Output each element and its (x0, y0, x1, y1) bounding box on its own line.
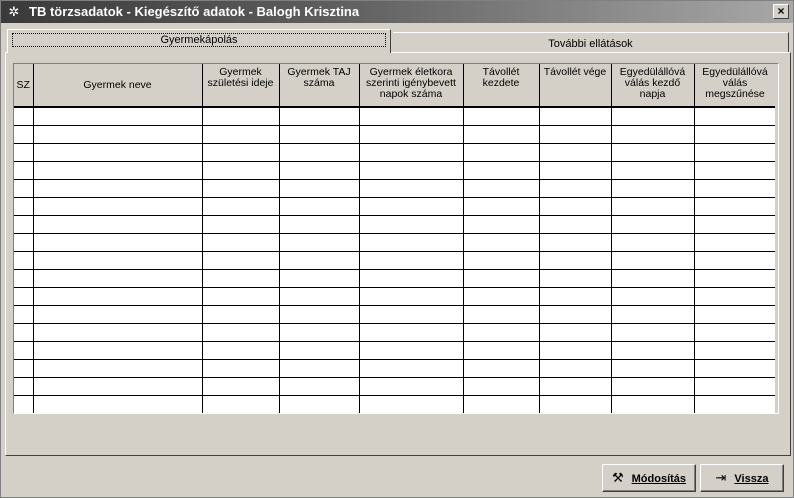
grid-cell[interactable] (279, 161, 359, 179)
grid-cell[interactable] (694, 215, 776, 233)
app-icon: ✲ (8, 4, 20, 19)
grid-cell[interactable] (279, 251, 359, 269)
col-header-tavollet-kezdete[interactable]: Távollét kezdete (463, 64, 539, 107)
grid-cell[interactable] (33, 197, 202, 215)
grid-cell[interactable] (694, 395, 776, 413)
table-row[interactable] (14, 161, 776, 179)
button-bar (5, 457, 791, 495)
title-bar[interactable] (1, 1, 793, 23)
grid-cell[interactable] (14, 323, 33, 341)
wrench-icon: ⚒ (611, 470, 624, 485)
grid-cell[interactable] (463, 215, 539, 233)
grid-cell[interactable] (14, 341, 33, 359)
grid-cell[interactable] (359, 287, 463, 305)
exit-door-icon: ⇥ (715, 470, 727, 485)
grid-cell[interactable] (463, 377, 539, 395)
grid-cell[interactable] (611, 251, 694, 269)
grid-cell[interactable] (463, 143, 539, 161)
grid-cell[interactable] (539, 215, 611, 233)
table-row[interactable] (14, 341, 776, 359)
grid-cell[interactable] (611, 305, 694, 323)
grid-cell[interactable] (33, 107, 202, 125)
grid-cell[interactable] (33, 359, 202, 377)
grid-cell[interactable] (463, 287, 539, 305)
grid-cell[interactable] (14, 197, 33, 215)
grid-cell[interactable] (202, 287, 279, 305)
grid-cell[interactable] (359, 107, 463, 125)
grid-cell[interactable] (463, 305, 539, 323)
grid-cell[interactable] (279, 377, 359, 395)
grid-cell[interactable] (539, 395, 611, 413)
grid-cell[interactable] (14, 179, 33, 197)
col-header-gyermek-neve[interactable]: Gyermek neve (33, 64, 202, 107)
grid-cell[interactable] (539, 359, 611, 377)
grid-cell[interactable] (33, 233, 202, 251)
grid-cell[interactable] (14, 305, 33, 323)
grid-cell[interactable] (463, 197, 539, 215)
grid-cell[interactable] (611, 125, 694, 143)
grid-cell[interactable] (14, 215, 33, 233)
grid-cell[interactable] (202, 107, 279, 125)
grid-cell[interactable] (279, 269, 359, 287)
grid-cell[interactable] (694, 269, 776, 287)
grid-cell[interactable] (611, 341, 694, 359)
grid-cell[interactable] (14, 107, 33, 125)
grid-cell[interactable] (359, 197, 463, 215)
grid-cell[interactable] (279, 233, 359, 251)
grid-cell[interactable] (279, 107, 359, 125)
grid-cell[interactable] (611, 143, 694, 161)
grid-cell[interactable] (202, 251, 279, 269)
grid-cell[interactable] (539, 341, 611, 359)
grid-cell[interactable] (611, 215, 694, 233)
grid-cell[interactable] (359, 161, 463, 179)
grid-cell[interactable] (202, 197, 279, 215)
table-row[interactable] (14, 287, 776, 305)
table-row[interactable] (14, 233, 776, 251)
grid-cell[interactable] (694, 377, 776, 395)
grid-cell[interactable] (694, 179, 776, 197)
grid-cell[interactable] (359, 215, 463, 233)
grid-cell[interactable] (202, 305, 279, 323)
grid-cell[interactable] (33, 179, 202, 197)
grid-cell[interactable] (33, 377, 202, 395)
grid-cell[interactable] (539, 269, 611, 287)
children-grid[interactable] (13, 63, 779, 414)
grid-cell[interactable] (14, 377, 33, 395)
grid-header-row (14, 64, 776, 107)
grid-cell[interactable] (202, 377, 279, 395)
grid-cell[interactable] (202, 161, 279, 179)
grid-cell[interactable] (539, 197, 611, 215)
grid-cell[interactable] (611, 377, 694, 395)
grid-cell[interactable] (539, 251, 611, 269)
grid-cell[interactable] (202, 395, 279, 413)
grid-cell[interactable] (694, 161, 776, 179)
grid-cell[interactable] (539, 323, 611, 341)
grid-cell[interactable] (279, 143, 359, 161)
grid-cell[interactable] (463, 179, 539, 197)
grid-cell[interactable] (14, 161, 33, 179)
grid-cell[interactable] (463, 107, 539, 125)
grid-cell[interactable] (463, 341, 539, 359)
modify-label: Módosítás (631, 473, 687, 485)
table-row[interactable] (14, 125, 776, 143)
grid-cell[interactable] (463, 125, 539, 143)
grid-cell[interactable] (463, 323, 539, 341)
grid-cell[interactable] (359, 269, 463, 287)
grid-cell[interactable] (611, 179, 694, 197)
grid-cell[interactable] (694, 359, 776, 377)
grid-cell[interactable] (202, 233, 279, 251)
grid-cell[interactable] (694, 323, 776, 341)
grid-cell[interactable] (14, 359, 33, 377)
grid-cell[interactable] (611, 161, 694, 179)
col-header-igenybevett-napok[interactable]: Gyermek életkora szerinti igénybevett napok száma (359, 64, 463, 107)
grid-cell[interactable] (611, 233, 694, 251)
grid-cell[interactable] (611, 287, 694, 305)
grid-cell[interactable] (33, 323, 202, 341)
grid-cell[interactable] (279, 287, 359, 305)
table-row[interactable] (14, 197, 776, 215)
grid-cell[interactable] (359, 251, 463, 269)
grid-cell[interactable] (202, 143, 279, 161)
grid-cell[interactable] (359, 233, 463, 251)
grid-cell[interactable] (539, 233, 611, 251)
grid-cell[interactable] (539, 107, 611, 125)
grid-cell[interactable] (33, 125, 202, 143)
window-title: TB törzsadatok - Kiegészítő adatok - Balogh Krisztina (29, 4, 360, 19)
grid-cell[interactable] (279, 197, 359, 215)
grid-cell[interactable] (279, 359, 359, 377)
grid-cell[interactable] (539, 287, 611, 305)
close-button[interactable]: × (773, 4, 789, 19)
grid-cell[interactable] (463, 161, 539, 179)
grid-cell[interactable] (463, 269, 539, 287)
grid-cell[interactable] (359, 179, 463, 197)
tab-tovabbi-ellatasok[interactable]: További ellátások (393, 32, 789, 52)
back-button[interactable] (700, 464, 784, 492)
table-row[interactable] (14, 377, 776, 395)
grid-cell[interactable] (279, 125, 359, 143)
col-header-tavollet-vege[interactable]: Távollét vége (539, 64, 611, 107)
col-header-szuletesi-ideje[interactable]: Gyermek születési ideje (202, 64, 279, 107)
tab-gyermekapolas[interactable] (7, 29, 391, 53)
grid-cell[interactable] (14, 251, 33, 269)
grid-cell[interactable] (694, 305, 776, 323)
grid-cell[interactable] (14, 233, 33, 251)
grid-cell[interactable] (33, 287, 202, 305)
grid-cell[interactable] (279, 215, 359, 233)
grid-cell[interactable] (694, 125, 776, 143)
table-row[interactable] (14, 323, 776, 341)
grid-cell[interactable] (359, 125, 463, 143)
col-header-egyedulallo-kezdo[interactable]: Egyedülállóvá válás kezdő napja (611, 64, 694, 107)
grid-cell[interactable] (694, 341, 776, 359)
grid-cell[interactable] (539, 125, 611, 143)
tab-strip (5, 29, 789, 53)
grid-cell[interactable] (694, 197, 776, 215)
grid-cell[interactable] (611, 269, 694, 287)
grid-cell[interactable] (279, 395, 359, 413)
grid-cell[interactable] (202, 125, 279, 143)
grid-cell[interactable] (611, 323, 694, 341)
grid-cell[interactable] (33, 395, 202, 413)
grid-cell[interactable] (202, 215, 279, 233)
grid-cell[interactable] (14, 143, 33, 161)
grid-cell[interactable] (539, 143, 611, 161)
col-header-egyedulallo-megszunes[interactable]: Egyedülállóvá válás megszűnése (694, 64, 776, 107)
grid-cell[interactable] (202, 359, 279, 377)
grid-cell[interactable] (359, 377, 463, 395)
grid-cell[interactable] (463, 251, 539, 269)
grid-cell[interactable] (463, 395, 539, 413)
grid-cell[interactable] (14, 269, 33, 287)
grid-cell[interactable] (611, 107, 694, 125)
grid-cell[interactable] (694, 287, 776, 305)
grid-cell[interactable] (359, 323, 463, 341)
grid-cell[interactable] (33, 251, 202, 269)
grid-cell[interactable] (279, 179, 359, 197)
table-row[interactable] (14, 269, 776, 287)
grid-cell[interactable] (14, 125, 33, 143)
grid-cell[interactable] (539, 161, 611, 179)
grid-cell[interactable] (33, 143, 202, 161)
grid-cell[interactable] (694, 143, 776, 161)
grid-cell[interactable] (279, 305, 359, 323)
back-label: Vissza (734, 473, 769, 485)
grid-cell[interactable] (279, 341, 359, 359)
grid-cell[interactable] (359, 359, 463, 377)
grid-cell[interactable] (694, 251, 776, 269)
grid-cell[interactable] (202, 323, 279, 341)
table-row[interactable] (14, 179, 776, 197)
grid-right-edge (775, 64, 778, 413)
table-row[interactable] (14, 395, 776, 413)
grid-cell[interactable] (694, 107, 776, 125)
modify-button[interactable] (602, 464, 696, 492)
grid-cell[interactable] (33, 305, 202, 323)
grid-cell[interactable] (202, 269, 279, 287)
grid-cell[interactable] (33, 161, 202, 179)
grid-cell[interactable] (33, 269, 202, 287)
grid-cell[interactable] (539, 377, 611, 395)
col-header-sz[interactable]: SZ (14, 64, 33, 107)
table-row[interactable] (14, 305, 776, 323)
grid-cell[interactable] (611, 395, 694, 413)
table-row[interactable] (14, 359, 776, 377)
grid-cell[interactable] (33, 215, 202, 233)
grid-cell[interactable] (279, 323, 359, 341)
grid-cell[interactable] (539, 179, 611, 197)
grid-cell[interactable] (202, 179, 279, 197)
grid-cell[interactable] (14, 395, 33, 413)
grid-cell[interactable] (463, 233, 539, 251)
table-row[interactable] (14, 107, 776, 125)
grid-cell[interactable] (611, 359, 694, 377)
grid-cell[interactable] (202, 341, 279, 359)
grid-cell[interactable] (359, 341, 463, 359)
grid-cell[interactable] (611, 197, 694, 215)
grid-cell[interactable] (33, 341, 202, 359)
tab-label: Gyermekápolás (12, 33, 386, 47)
grid-cell[interactable] (694, 233, 776, 251)
table-row[interactable] (14, 143, 776, 161)
grid-cell[interactable] (463, 359, 539, 377)
table-row[interactable] (14, 251, 776, 269)
col-header-taj-szama[interactable]: Gyermek TAJ száma (279, 64, 359, 107)
grid-cell[interactable] (359, 143, 463, 161)
grid-cell[interactable] (539, 305, 611, 323)
table-row[interactable] (14, 215, 776, 233)
grid-cell[interactable] (359, 395, 463, 413)
grid-cell[interactable] (14, 287, 33, 305)
grid-cell[interactable] (359, 305, 463, 323)
